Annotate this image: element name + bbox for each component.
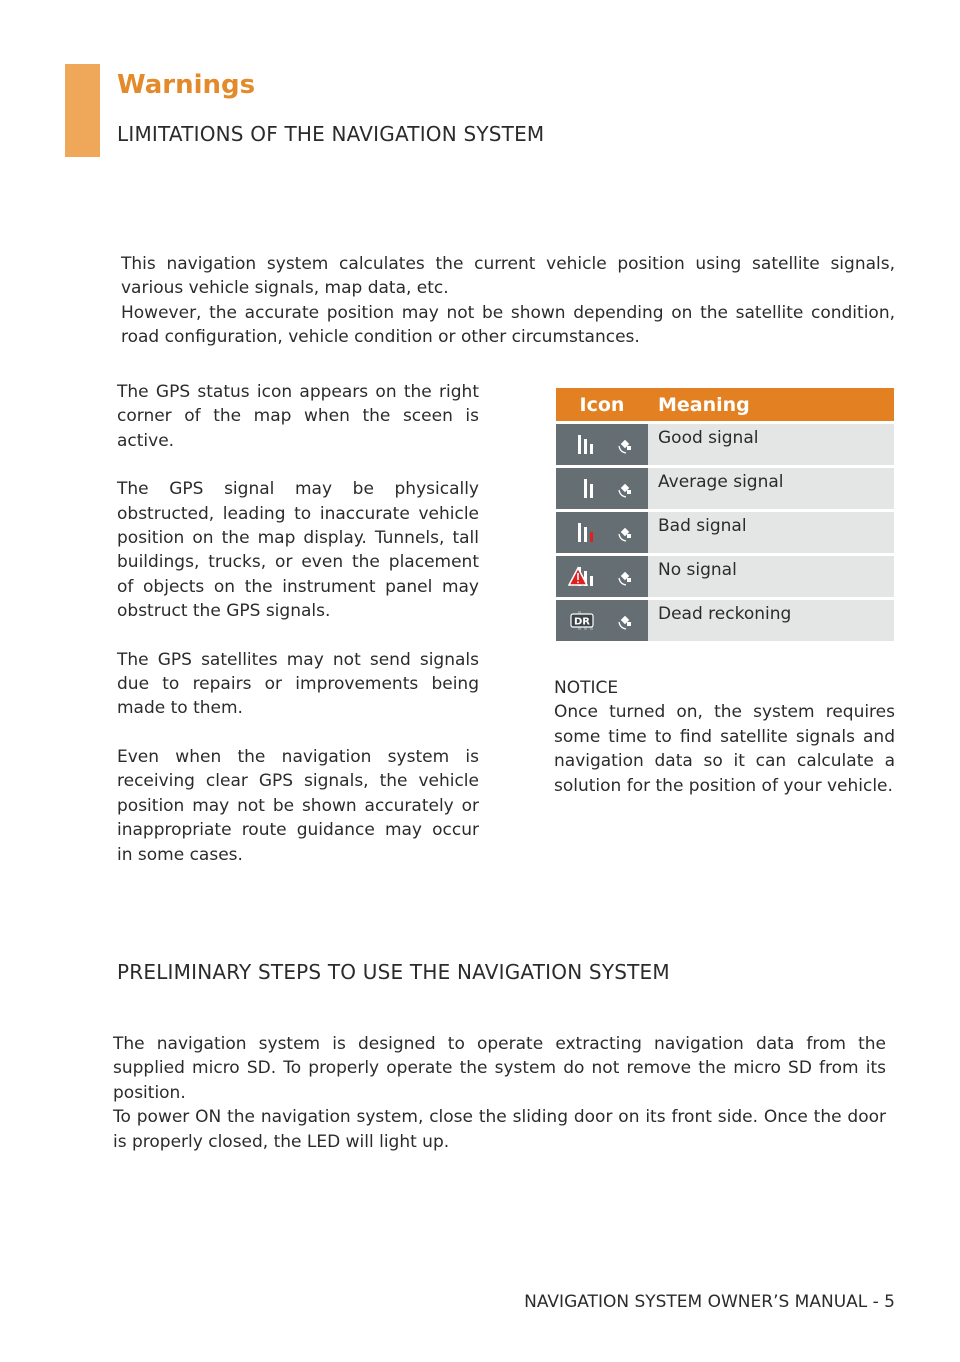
preliminary-paragraph: The navigation system is designed to operate extracting navigation data from the supplied micro SD. To properly operate the system do not remove the micro SD from its position. [113,1034,886,1103]
meaning-cell: Good signal [648,424,894,465]
meaning-cell: No signal [648,556,894,597]
intro-paragraph: However, the accurate position may not be shown depending on the satellite condition, road configuration, vehicle condition or other circumstances. [121,302,895,348]
explanation-paragraph: The GPS status icon appears on the right corner of the map when the sceen is active. [117,382,479,451]
table-row [556,600,894,641]
section-accent-bar [65,64,100,157]
meaning-column-header: Meaning [648,388,894,421]
gps-bad-signal-icon [556,514,648,551]
section-label: Warnings [117,70,256,100]
meaning-cell: Bad signal [648,512,894,553]
gps-dead-reckoning-icon [556,602,648,639]
intro-paragraph: This navigation system calculates the current vehicle position using satellite signals, various vehicle signals, map data, etc. [121,254,895,299]
table-row [556,556,894,597]
notice-box [554,676,895,798]
gps-good-signal-icon [556,426,648,463]
gps-explanation-column [117,380,479,891]
preliminary-paragraph: To power ON the navigation system, close the sliding door on its front side. Once the door is properly closed, the LED will light up. [113,1107,886,1152]
notice-body: Once turned on, the system requires some time to find satellite signals and navigation data so it can calculate a solution for the position of your vehicle. [554,702,895,796]
icon-column-header: Icon [556,388,648,421]
gps-status-table [556,385,894,644]
icon-cell [556,468,648,509]
icon-cell [556,556,648,597]
preliminary-text [113,1032,886,1154]
icon-cell [556,512,648,553]
meaning-cell: Average signal [648,468,894,509]
explanation-paragraph: Even when the navigation system is receiving clear GPS signals, the vehicle position may not be shown accurately or inappropriate route guidance may occur in some cases. [117,746,479,865]
explanation-paragraph: The GPS satellites may not send signals due to repairs or improvements being made to them. [117,649,479,719]
intro-text [121,252,895,350]
table-row [556,512,894,553]
table-row [556,468,894,509]
gps-average-signal-icon [556,470,648,507]
page-title: LIMITATIONS OF THE NAVIGATION SYSTEM [117,122,545,146]
dr-badge-text: DR [573,616,591,628]
notice-title: NOTICE [554,678,619,698]
gps-no-signal-icon [556,558,648,595]
icon-cell [556,424,648,465]
page-footer: NAVIGATION SYSTEM OWNER’S MANUAL - 5 [524,1292,895,1312]
section-heading: PRELIMINARY STEPS TO USE THE NAVIGATION SYSTEM [117,960,670,984]
meaning-cell: Dead reckoning [648,600,894,641]
table-header-row [556,388,894,421]
table-row [556,424,894,465]
explanation-paragraph: The GPS signal may be physically obstructed, leading to inaccurate vehicle position on the map display. Tunnels, tall buildings, trucks, or even the placement of objects on the instrument panel may obstruct the GPS signals. [117,479,479,622]
icon-cell [556,600,648,641]
